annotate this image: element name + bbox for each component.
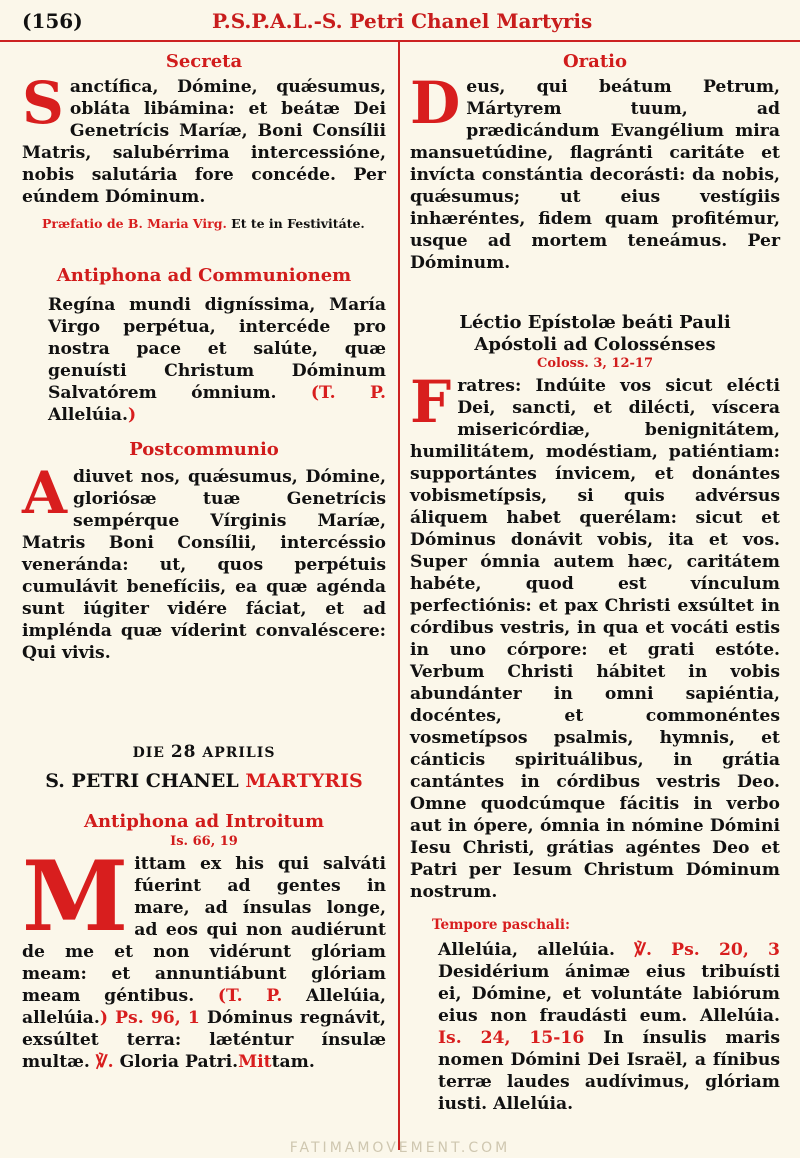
lectio-heading-2: Apóstoli ad Colossénses [474,334,716,355]
page-title: P.S.P.A.L.-S. Petri Chanel Martyris [212,9,593,33]
page-number: (156) [22,9,83,33]
paschal-section [410,915,780,1115]
introitus-ref: Is. 66, 19 [170,834,238,849]
secreta-section [22,50,386,234]
secreta-dropcap: S [22,69,64,137]
introitus-text: Mittam ex his qui salváti fúerint ad gentes in mare, ad ínsulas longe, ad eos qui non audiérunt de me et non vidérunt glóriam meam: et annuntiábunt glóriam meam géntibus. (T. P. Allelúia, allelúia.) Ps. 96, 1 Dóminus regnávit, exsúltet terra: læténtur ínsulæ multæ. ℣. Gloria Patri.Mittam. [22,840,386,1072]
feast-date: DIE 28 APRILIS [132,742,276,762]
postcommunio-section [22,438,386,664]
introitus-section [22,810,386,1073]
communio-heading: Antiphona ad Communionem [56,265,352,286]
praefatio-note: Præfatio de B. Maria Virg. Et te in Festivitáte. [42,216,365,231]
introitus-heading: Antiphona ad Introitum [83,811,324,832]
secreta-text: Sanctífica, Dómine, quǽsumus, obláta libámina: et beátæ Dei Genetrícis Maríæ, Boni Consílii Matris, salubérrima intercessióne, nobis salutária fore concéde. Per eúndem Dóminum. [22,69,386,207]
introitus-dropcap: M [22,840,129,953]
watermark: FATIMAMOVEMENT.COM [289,1140,511,1156]
oratio-section [410,50,780,274]
feast-title: S. PETRI CHANEL MARTYRIS [45,770,363,792]
oratio-dropcap: D [410,69,461,137]
communio-section [22,264,386,426]
page-header [0,0,800,42]
right-column [410,46,780,1115]
paschal-heading: Tempore paschali: [432,917,571,933]
lectio-heading-1: Léctio Epístolæ beáti Pauli [459,312,731,333]
oratio-heading: Oratio [563,51,627,72]
secreta-heading: Secreta [165,51,243,72]
lectio-ref: Coloss. 3, 12-17 [537,356,653,371]
lectio-section [410,312,780,903]
postcommunio-dropcap: A [22,459,68,527]
postcommunio-text: Adiuvet nos, quǽsumus, Dómine, gloriósæ tuæ Genetrícis sempérque Vírginis Maríæ, Matris Boni Consílii, intercéssio veneránda: ut, quos perpétuis cumulávit benefíciis, ea quæ agénda sunt iúgiter vidére fáciat, et ad impléndа quæ víderint convaléscere: Qui vivis. [22,459,386,663]
left-column [22,46,386,1073]
lectio-dropcap: F [410,368,452,436]
paschal-text: Allelúia, allelúia. ℣. Ps. 20, 3 Desidérium ánimæ eius tribuísti ei, Dómine, et voluntáte labiórum eius non fraudásti eum. Allelúia. Is. 24, 15-16 In ínsulis maris nomen Dómini Dei Israël, a fínibus terræ laudes audívimus, glóriam iusti. Allelúia. [438,940,781,1114]
postcommunio-heading: Postcommunio [129,439,279,460]
oratio-text: Deus, qui beátum Petrum, Mártyrem tuum, ad prædicándum Evangélium mira mansuetúdine, flagránti caritáte et invícta constántia decorásti: da nobis, quǽsumus; ut eius vestígiis inhæréntes, fidem quam profitémur, usque ad mortem teneámus. Per Dóminum. [410,69,780,273]
column-divider [398,42,400,1150]
communio-text: Regína mundi digníssima, María Virgo perpétua, intercéde pro nostra pace et salúte, quæ genuísti Christum Dóminum Salvatórem ómnium. (T. P. Allelúia.) [48,295,386,425]
feast-section [22,742,386,792]
lectio-text: Fratres: Indúite vos sicut elécti Dei, sancti, et dilécti, víscera misericórdiæ, benignitátem, humilitátem, modéstiam, patiéntiam: supportántes ínvicem, et donántes vobismetípsis, si quis advérsus áliquem habet querélam: sicut et Dóminus donávit vobis, ita et vos. Super ómnia autem hæc, caritátem habéte, quod est vínculum perfectiónis: et pax Christi exsúltet in córdibus vestris, in qua et vocáti estis in uno córpore: et grati estóte. Verbum Christi hábitet in vobis abundánter in omni sapiéntia, docéntes, et commonéntes vosmetípsos psalmis, hymnis, et cánticis spirituálibus, in grátia cantántes in córdibus vestris Deo. Omne quodcúmque fácitis in verbo aut in ópere, ómnia in nómine Dómini Iesu Christi, grátias agéntes Deo et Patri per Iesum Christum Dóminum nostrum. [410,368,780,902]
